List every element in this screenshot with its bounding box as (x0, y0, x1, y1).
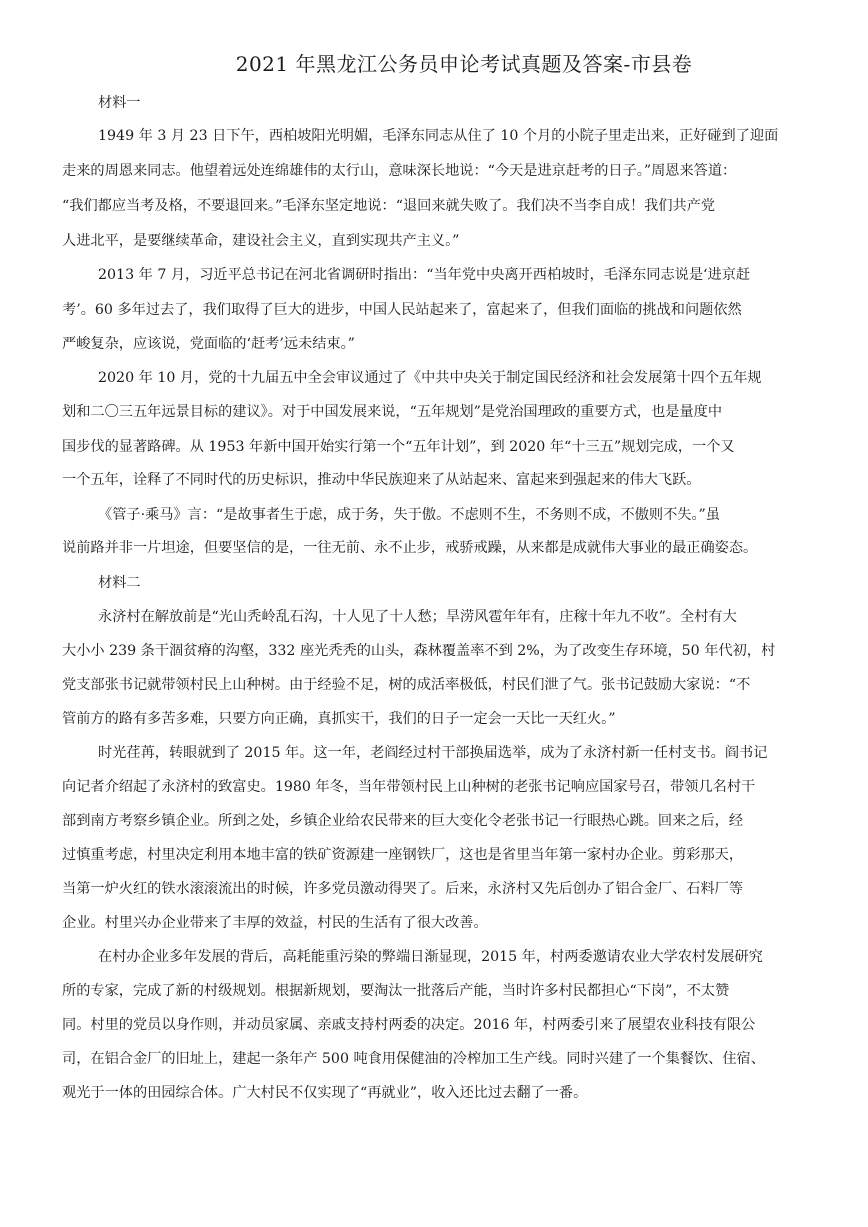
paragraph-line: 管前方的路有多苦多难，只要方向正确，真抓实干，我们的日子一定会一天比一天红火。” (62, 711, 616, 727)
paragraph-line: 党支部张书记就带领村民上山种树。由于经验不足，树的成活率极低，村民们泄了气。张书记鼓励大家说：“不 (62, 677, 751, 693)
paragraph-line: 在村办企业多年发展的背后，高耗能重污染的弊端日渐显现，2015 年，村两委邀请农业大学农村发展研究 (98, 949, 763, 965)
paragraph-line: 一个五年，诠释了不同时代的历史标识，推动中华民族迎来了从站起来、富起来到强起来的伟大飞跃。 (62, 472, 701, 488)
paragraph-line: “我们都应当考及格，不要退回来。”毛泽东坚定地说：“退回来就失败了。我们决不当李自成！我们共产党 (62, 198, 716, 214)
paragraph-line: 司，在铝合金厂的旧址上，建起一条年产 500 吨食用保健油的冷榨加工生产线。同时兴建了一个集餐饮、住宿、 (62, 1051, 765, 1067)
section-heading-material-2: 材料二 (98, 575, 141, 591)
paragraph-line: 部到南方考察乡镇企业。所到之处，乡镇企业给农民带来的巨大变化令老张书记一行眼热心跳。回来之后，经 (62, 813, 744, 829)
paragraph-line: 1949 年 3 月 23 日下午，西柏坡阳光明媚，毛泽东同志从住了 10 个月的小院子里走出来，正好碰到了迎面 (98, 128, 779, 144)
paragraph-line: 2013 年 7 月，习近平总书记在河北省调研时指出：“当年党中央离开西柏坡时，毛泽东同志说是‘进京赶 (98, 267, 751, 283)
paragraph-line: 时光荏苒，转眼就到了 2015 年。这一年，老阎经过村干部换届选举，成为了永济村新一任村支书。阎书记 (98, 745, 768, 761)
section-heading-material-1: 材料一 (98, 95, 141, 111)
paragraph-line: 同。村里的党员以身作则，并动员家属、亲戚支持村两委的决定。2016 年，村两委引来了展望农业科技有限公 (62, 1017, 756, 1033)
paragraph-line: 当第一炉火红的铁水滚滚流出的时候，许多党员激动得哭了。后来，永济村又先后创办了铝合金厂、石料厂等 (62, 881, 744, 897)
paragraph-line: 说前路并非一片坦途，但要坚信的是，一往无前、永不止步，戒骄戒躁，从来都是成就伟大事业的最正确姿态。 (62, 540, 758, 556)
document-title: 2021 年黑龙江公务员申论考试真题及答案-市县卷 (235, 52, 693, 76)
paragraph-line: 《管子·乘马》言：“是故事者生于虑，成于务，失于傲。不虑则不生，不务则不成，不傲则不失。”虽 (98, 507, 720, 523)
paragraph-line: 向记者介绍起了永济村的致富史。1980 年冬，当年带领村民上山种树的老张书记响应国家号召，带领几名村干 (62, 779, 756, 795)
paragraph-line: 划和二〇三五年远景目标的建议》。对于中国发展来说，“五年规划”是党治国理政的重要方式，也是量度中 (62, 404, 723, 420)
paragraph-line: 企业。村里兴办企业带来了丰厚的效益，村民的生活有了很大改善。 (62, 915, 488, 931)
paragraph-line: 严峻复杂，应该说，党面临的‘赶考’远未结束。” (62, 336, 355, 352)
paragraph-line: 走来的周恩来同志。他望着远处连绵雄伟的太行山，意味深长地说：“今天是进京赶考的日子。”周恩来答道： (62, 163, 737, 179)
paragraph-line: 人进北平，是要继续革命，建设社会主义，直到实现共产主义。” (62, 233, 460, 249)
paragraph-line: 大小小 239 条干涸贫瘠的沟壑，332 座光秃秃的山头，森林覆盖率不到 2%，为了改变生存环境，50 年代初，村 (62, 643, 776, 659)
paragraph-line: 国步伐的显著路碑。从 1953 年新中国开始实行第一个“五年计划”，到 2020 年“十三五”规划完成，一个又 (62, 439, 735, 455)
paragraph-line: 永济村在解放前是“光山秃岭乱石沟，十人见了十人愁；旱涝风雹年年有，庄稼十年九不收”。全村有大 (98, 609, 737, 625)
paragraph-line: 过慎重考虑，村里决定利用本地丰富的铁矿资源建一座钢铁厂，这也是省里当年第一家村办企业。剪彩那天， (62, 847, 744, 863)
paragraph-line: 考’。60 多年过去了，我们取得了巨大的进步，中国人民站起来了，富起来了，但我们面临的挑战和问题依然 (62, 302, 742, 318)
paragraph-line: 观光于一体的田园综合体。广大村民不仅实现了“再就业”，收入还比过去翻了一番。 (62, 1085, 588, 1101)
paragraph-line: 2020 年 10 月，党的十九届五中全会审议通过了《中共中央关于制定国民经济和社会发展第十四个五年规 (98, 370, 762, 386)
paragraph-line: 所的专家，完成了新的村级规划。根据新规划，要淘汰一批落后产能，当时许多村民都担心“下岗”，不太赞 (62, 983, 730, 999)
